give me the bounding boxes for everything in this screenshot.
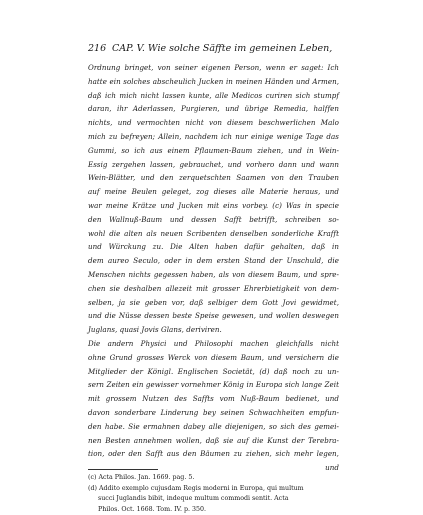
- text-line: auf meine Beulen geleget, zog dieses alle Materie heraus, und: [88, 185, 339, 199]
- footnotes: [88, 473, 341, 515]
- text-line: sern Zeiten ein gewisser vornehmer König in Europa sich lange Zeit: [88, 378, 339, 392]
- text-line: nichts, und vermochten nicht von diesem beschwerlichen Malo: [88, 116, 339, 130]
- text-line: Essig zergehen lassen, gebrauchet, und vorhero dann und wann: [88, 158, 339, 172]
- text-line: den Wallnuß-Baum und dessen Safft betrifft, schreiben so-: [88, 213, 339, 227]
- text-line: ohne Grund grosses Werck von diesem Baum, und versichern die: [88, 351, 339, 365]
- page-number: 216: [88, 43, 106, 55]
- text-line: und die Nüsse dessen beste Speise gewesen, und wollen deswegen: [88, 309, 339, 323]
- text-line: Menschen nichts gegessen haben, als von diesem Baum, und spre-: [88, 268, 339, 282]
- text-line: dem aureo Seculo, oder in dem ersten Stand der Unschuld, die: [88, 254, 339, 268]
- text-line: wohl die alten als neuen Scribenten denselben sonderliche Krafft: [88, 227, 339, 241]
- text-line: mich zu befreyen; Allein, nachdem ich nur einige wenige Tage das: [88, 130, 339, 144]
- text-line: tion, oder den Safft aus den Bäumen zu ziehen, sich mehr legen,: [88, 447, 339, 461]
- footnote-rule: [88, 469, 158, 470]
- text-line: und Würckung zu. Die Alten haben dafür gehalten, daß in: [88, 240, 339, 254]
- running-title: CAP. V. Wie solche Säffte im gemeinen Leben,: [112, 43, 332, 55]
- text-line: davon sonderbare Linderung bey seinen Schwachheiten empfun-: [88, 406, 339, 420]
- text-line: Wein-Blätter, und den zerquetschten Saamen von den Trauben: [88, 171, 339, 185]
- footnote-c: (c) Acta Philos. Jan. 1669. pag. 5.: [88, 473, 341, 484]
- body-text: [88, 61, 339, 475]
- text-line: Mitglieder der Königl. Englischen Societät, (d) daß noch zu un-: [88, 365, 339, 379]
- text-line: selben, ja sie geben vor, daß selbiger dem Gott Jovi gewidmet,: [88, 296, 339, 310]
- footnote-d-line2: succi Juglandis bibit, indeque multum commodi sentit. Acta: [88, 494, 341, 505]
- text-line: mit grossem Nutzen des Saffts vom Nuß-Baum bedienet, und: [88, 392, 339, 406]
- text-line: chen sie deshalben allezeit mit grosser Ehrerbietigkeit von dem-: [88, 282, 339, 296]
- text-line: nen Besten annehmen wollen, daß sie auf die Kunst der Terebra-: [88, 434, 339, 448]
- footnote-d-line3: Philos. Oct. 1668. Tom. IV. p. 350.: [88, 505, 341, 515]
- text-line: hatte ein solches abscheulich Jucken in meinen Händen und Armen,: [88, 75, 339, 89]
- footnote-d: (d) Addito exemplo cujusdam Regis moderni in Europa, qui multum: [88, 484, 341, 495]
- text-line: Gummi, so ich aus einem Pflaumen-Baum ziehen, und in Wein-: [88, 144, 339, 158]
- text-line: war meine Krätze und Jucken mit eins vorbey. (c) Was in specie: [88, 199, 339, 213]
- text-line: Juglans, quasi Jovis Glans, deriviren.: [88, 323, 339, 337]
- text-line: den habe. Sie ermahnen dabey alle diejenigen, so sich des gemei-: [88, 420, 339, 434]
- text-line: Die andern Physici und Philosophi machen gleichfalls nicht: [88, 337, 339, 351]
- text-line: daran, ihr Aderlassen, Purgieren, und übrige Remedia, halffen: [88, 102, 339, 116]
- text-line: Ordnung bringet, von seiner eigenen Person, wenn er saget: Ich: [88, 61, 339, 75]
- running-header: [88, 43, 338, 55]
- text-line: daß ich mich nicht lassen kunte, alle Medicos curiren sich stumpf: [88, 89, 339, 103]
- catchword: und: [88, 461, 339, 475]
